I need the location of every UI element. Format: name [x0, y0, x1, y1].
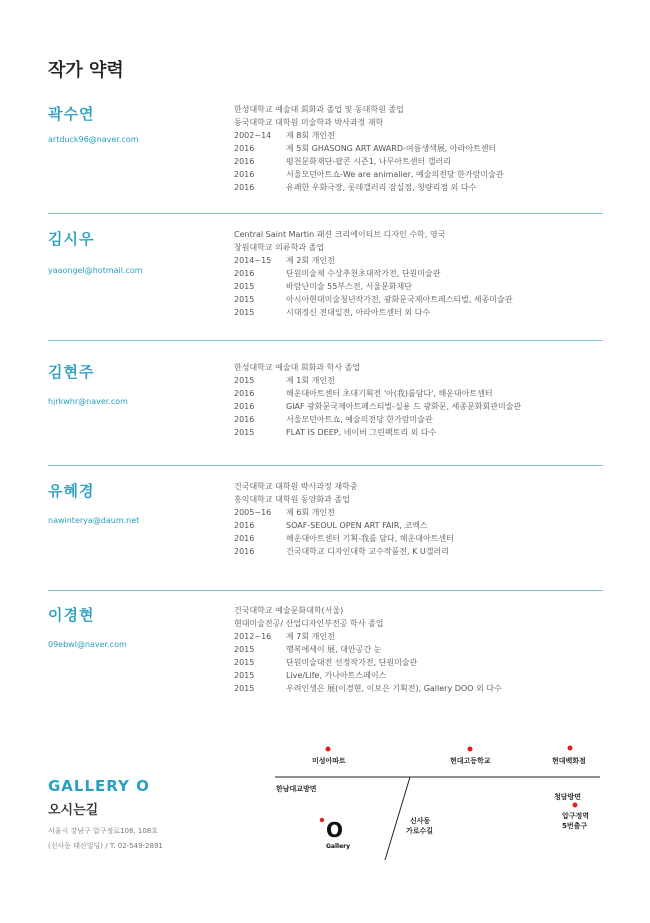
cv-education-line: 한성대학교 예술대 회화과 졸업 및 동대학원 졸업 [234, 105, 404, 114]
label-sinsa: 신사동 [410, 817, 431, 825]
cv-history-row [234, 630, 604, 643]
label-cheongdam: 청담방면 [554, 793, 582, 801]
cv-year: 2016 [234, 389, 255, 398]
cv-year: 2016 [234, 269, 255, 278]
section-divider [48, 465, 603, 466]
gallery-name: GALLERY O [48, 777, 150, 795]
cv-history-row [234, 426, 604, 439]
cv-text: 제 5회 GHASONG ART AWARD-여름생색展, 아라아트센터 [286, 144, 497, 153]
artist-email[interactable]: artduck96@naver.com [48, 135, 139, 144]
label-hyundai-school: 현대고등학교 [450, 757, 491, 765]
cv-history-row [234, 267, 604, 280]
artist-section [48, 604, 603, 704]
cv-year: 2015 [234, 295, 255, 304]
artist-section [48, 361, 603, 451]
label-misung: 미성아파트 [312, 757, 346, 765]
artist-email[interactable]: yaaongel@hotmail.com [48, 266, 143, 275]
artist-cv [234, 228, 604, 319]
cv-history-row [234, 155, 604, 168]
marker-hyundai-school [468, 747, 473, 752]
cv-year: 2016 [234, 170, 255, 179]
address-line: (신사동 태산빌딩) / T. 02-549-2891 [48, 842, 163, 850]
gallery-logo-letter: O [326, 818, 344, 842]
marker-misung [326, 747, 331, 752]
cv-year: 2012~16 [234, 632, 272, 641]
marker-gallery [320, 818, 324, 822]
cv-history-row [234, 532, 604, 545]
cv-text: SOAF-SEOUL OPEN ART FAIR, 코엑스 [286, 521, 428, 530]
cv-text: 해운대아트센터 초대기획전 '아(我)를담다', 해운대아트센터 [286, 389, 493, 398]
cv-year: 2014~15 [234, 256, 272, 265]
cv-history-row [234, 413, 604, 426]
cv-history-row [234, 142, 604, 155]
label-hannam: 한남대교방면 [276, 785, 317, 793]
cv-year: 2005~16 [234, 508, 272, 517]
artist-cv [234, 361, 604, 439]
cv-year: 2016 [234, 183, 255, 192]
cv-text: 제 7회 개인전 [286, 632, 335, 641]
label-apgujeong: 압구정역 [562, 812, 590, 820]
cv-history-row [234, 506, 604, 519]
artist-name: 유혜경 [48, 482, 95, 500]
cv-text: 단원미술제 수상추천초대작가전, 단원미술관 [286, 269, 441, 278]
gallery-logo-caption: Gallery [326, 843, 351, 850]
cv-text: 아시아현대미술청년작가전, 광화문국제아트페스티벌, 세종미술관 [286, 295, 513, 304]
cv-text: GIAF 광화문국제아트페스티벌-실용 드 광화문, 세종문화회관미술관 [286, 402, 522, 411]
cv-text: 제 1회 개인전 [286, 376, 335, 385]
artist-section [48, 103, 603, 203]
section-divider [48, 213, 603, 214]
page-title: 작가 약력 [48, 60, 124, 81]
road-diagonal [385, 777, 410, 860]
cv-text: Live/Life, 가나아트스페이스 [286, 671, 387, 680]
directions-heading: 오시는길 [48, 803, 99, 818]
artist-section [48, 480, 603, 570]
cv-year: 2015 [234, 428, 255, 437]
cv-year: 2016 [234, 534, 255, 543]
cv-year: 2016 [234, 144, 255, 153]
cv-education-line: 건국대학교 대학원 박사과정 재학중 [234, 482, 358, 491]
cv-year: 2015 [234, 645, 255, 654]
cv-year: 2016 [234, 521, 255, 530]
cv-text: 우려인생은 展(이경현, 이보은 기획전), Gallery DOO 외 다수 [286, 684, 502, 693]
cv-year: 2015 [234, 282, 255, 291]
cv-history-row [234, 387, 604, 400]
artist-name: 이경현 [48, 606, 95, 624]
cv-text: 제 6회 개인전 [286, 508, 335, 517]
label-garosu: 가로수길 [406, 827, 434, 835]
cv-history-row [234, 280, 604, 293]
cv-text: FLAT IS DEEP, 네이버 그린팩토리 외 다수 [286, 428, 437, 437]
artist-cv [234, 480, 604, 558]
cv-text: 제 8회 개인전 [286, 131, 335, 140]
cv-education-line: 건국대학교 예술문화대학(서울) [234, 606, 344, 615]
cv-text: 제 2회 개인전 [286, 256, 335, 265]
cv-history-row [234, 400, 604, 413]
artist-email[interactable]: hjrkwhr@naver.com [48, 397, 128, 406]
cv-history-row [234, 168, 604, 181]
artist-email[interactable]: 09ebwl@naver.com [48, 640, 127, 649]
cv-text: 단원미술대전 선정작가전, 단원미술관 [286, 658, 418, 667]
cv-text: 평천문화재단-팝콘 시즌1, 나무아트센터 갤러리 [286, 157, 451, 166]
cv-year: 2015 [234, 671, 255, 680]
cv-education-line: 한성대학교 예술대 회화과 학사 졸업 [234, 363, 361, 372]
cv-year: 2002~14 [234, 131, 272, 140]
cv-year: 2016 [234, 415, 255, 424]
cv-education-line: 동국대학교 대학원 미술학과 박사과정 재학 [234, 118, 384, 127]
cv-year: 2016 [234, 402, 255, 411]
artist-name: 김현주 [48, 363, 95, 381]
cv-history-row [234, 545, 604, 558]
cv-text: 해운대아트센터 기획-我를 담다, 해운대아트센터 [286, 534, 454, 543]
marker-apgujeong [573, 803, 578, 808]
cv-education-line: Central Saint Martin 패션 크리에이티브 디자인 수학, 영국 [234, 230, 446, 239]
location-map [270, 740, 600, 870]
cv-history-row [234, 181, 604, 194]
cv-year: 2016 [234, 547, 255, 556]
cv-text: 바람난미술 55부스전, 서울문화재단 [286, 282, 412, 291]
cv-education-line: 현대미술전공/ 산업디자인부전공 학사 졸업 [234, 619, 384, 628]
artist-cv [234, 103, 604, 194]
cv-text: 건국대학교 디자인대학 교수작품전, K U갤러리 [286, 547, 449, 556]
cv-text: 행복에세이 展, 대안공간 눈 [286, 645, 382, 654]
marker-hyundai-dept [568, 746, 573, 751]
cv-history-row [234, 374, 604, 387]
label-hyundai-dept: 현대백화점 [552, 757, 586, 765]
cv-year: 2015 [234, 684, 255, 693]
artist-name: 김시우 [48, 230, 95, 248]
cv-history-row [234, 254, 604, 267]
cv-history-row [234, 129, 604, 142]
cv-year: 2016 [234, 157, 255, 166]
artist-name: 곽수연 [48, 105, 95, 123]
cv-year: 2015 [234, 308, 255, 317]
artist-email[interactable]: nawinterya@daum.net [48, 516, 140, 525]
cv-history-row [234, 643, 604, 656]
cv-history-row [234, 669, 604, 682]
cv-year: 2015 [234, 658, 255, 667]
cv-education-line: 창원대학교 의류학과 졸업 [234, 243, 325, 252]
cv-history-row [234, 519, 604, 532]
label-exit5: 5번출구 [562, 822, 588, 830]
cv-history-row [234, 306, 604, 319]
cv-history-row [234, 656, 604, 669]
cv-text: 시대정신 전대일전, 아라아트센터 외 다수 [286, 308, 431, 317]
section-divider [48, 590, 603, 591]
cv-text: 서울모던아트쇼-We are animalier, 예술의전당 한가람미술관 [286, 170, 504, 179]
address-line: 서울시 강남구 압구정로108, 108호 [48, 827, 159, 835]
artist-cv [234, 604, 604, 695]
artist-section [48, 228, 603, 328]
cv-history-row [234, 682, 604, 695]
cv-history-row [234, 293, 604, 306]
cv-text: 서울모던아트쇼, 예술의전당 한가람미술관 [286, 415, 433, 424]
cv-year: 2015 [234, 376, 255, 385]
cv-text: 유쾌한 우화극장, 롯데갤러리 잠실점, 청량리점 외 다수 [286, 183, 477, 192]
cv-education-line: 홍익대학교 대학원 동양화과 졸업 [234, 495, 350, 504]
section-divider [48, 340, 603, 341]
